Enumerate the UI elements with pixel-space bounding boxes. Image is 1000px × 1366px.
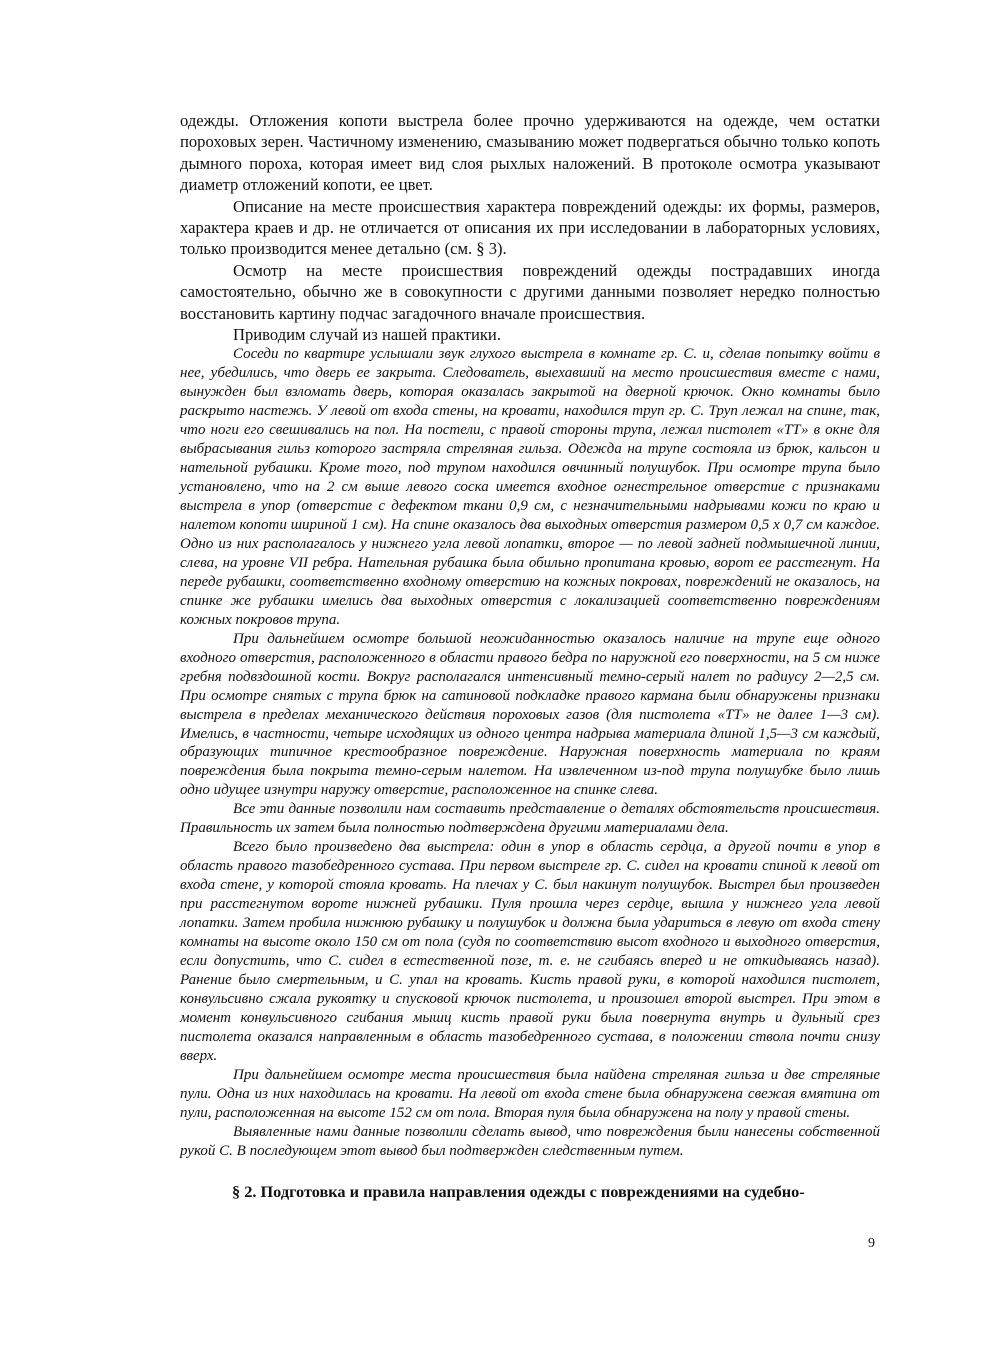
case-paragraph-6: Выявленные нами данные позволили сделать вывод, что повреждения были нанесены собственной рукой С. В последующем этот вывод был подтвержден следственным путем.	[180, 1123, 880, 1159]
case-paragraph-4: Всего было произведено два выстрела: один в упор в область сердца, а другой почти в упор в область правого тазобедренного сустава. При первом выстреле гр. С. сидел на кровати спиной к левой от входа стене, у которой стояла кровать. На плечах у С. был накинут полушубок. Выстрел был произведен при расстегнутом вороте нижней рубашки. Пуля прошла через сердце, вышла у нижнего угла левой лопатки. Затем пробила нижнюю рубашку и полушубок и должна была удариться в левую от входа стену комнаты на высоте около 150 см от пола (судя по соответствию высот входного и выходного отверстия, если допустить, что С. сидел в естественной позе, т. е. не сгибаясь вперед и не откидываясь назад). Ранение было смертельным, и С. упал на кровать. Кисть правой руки, в которой находился пистолет, конвульсивно сжала рукоятку и спусковой крючок пистолета, и произошел второй выстрел. При этом в момент конвульсивного сгибания мышц кисть правой руки была повернута внутрь и дульный срез пистолета оказался направленным в область тазобедренного сустава, в положении ствола почти снизу вверх.	[180, 839, 880, 1064]
paragraph-damage-description: Описание на месте происшествия характера повреждений одежды: их формы, размеров, характера краев и др. не отличается от описания их при исследовании в лабораторных условиях, только производится менее детально (см. § 3).	[180, 196, 880, 259]
page-content	[180, 110, 880, 1203]
section-heading: § 2. Подготовка и правила направления одежды с повреждениями на судебно-	[232, 1182, 805, 1202]
case-paragraph-5: При дальнейшем осмотре места происшествия была найдена стреляная гильза и две стреляные пули. Одна из них находилась на кровати. На левой от входа стене была обнаружена свежая вмятина от пули, расположенная на высоте 152 см от пола. Вторая пуля была обнаружена на полу у правой стены.	[180, 1066, 880, 1121]
paragraph-case-intro: Приводим случай из нашей практики.	[233, 325, 501, 345]
case-paragraph-1: Соседи по квартире услышали звук глухого выстрела в комнате гр. С. и, сделав попытку войти в нее, убедились, что дверь ее закрыта. Следователь, выехавший на место происшествия вместе с нами, вынужден был взломать дверь, которая оказалась закрытой на дверной крючок. Окно комнаты было раскрыто настежь. У левой от входа стены, на кровати, находился труп гр. С. Труп лежал на спине, так, что ноги его свешивались на пол. На постели, с правой стороны трупа, лежал пистолет «ТТ» в окне для выбрасывания гильз которого застряла стреляная гильза. Одежда на трупе состояла из брюк, кальсон и нательной рубашки. Кроме того, под трупом находился овчинный полушубок. При осмотре трупа было установлено, что на 2 см выше левого соска имеется входное огнестрельное отверстие с признаками выстрела в упор (отверстие с дефектом ткани 0,9 см, с незначительными надрывами кожи по краю и налетом копоти шириной 1 см). На спине оказалось два выходных отверстия размером 0,5 х 0,7 см каждое. Одно из них располагалось у нижнего угла левой лопатки, второе — по левой задней подмышечной линии, слева, на уровне VII ребра. Нательная рубашка была обильно пропитана кровью, ворот ее расстегнут. На переде рубашки, соответственно входному отверстию на кожных покровах, повреждений не оказалось, на спинке же рубашки имелись два выходных отверстия с локализацией соответственно повреждениям кожных покровов трупа.	[180, 346, 880, 628]
case-paragraph-2: При дальнейшем осмотре большой неожиданностью оказалось наличие на трупе еще одного входного отверстия, расположенного в области правого бедра по наружной его поверхности, на 5 см ниже гребня подвздошной кости. Вокруг располагался интенсивный темно-серый налет по радиусу 2—2,5 см. При осмотре снятых с трупа брюк на сатиновой подкладке правого кармана были обнаружены признаки выстрела в пределах механического действия пороховых газов (для пистолета «ТТ» не далее 1—3 см). Имелись, в частности, четыре исходящих из одного центра надрыва материала длиной 1,5—3 см каждый, образующих типичное крестообразное повреждение. Наружная поверхность материала по краям повреждения была покрыта темно-серым налетом. На извлеченном из-под трупа полушубке было лишь одно идущее изнутри наружу отверстие, расположенное на спинке слева.	[180, 630, 880, 799]
paragraph-soot-deposits: одежды. Отложения копоти выстрела более прочно удерживаются на одежде, чем остатки пороховых зерен. Частичному изменению, смазыванию может подвергаться обычно только копоть дымного пороха, которая имеет вид слоя рыхлых наложений. В протоколе осмотра указывают диаметр отложений копоти, ее цвет.	[180, 111, 880, 195]
page-number: 9	[868, 1236, 875, 1251]
case-paragraph-3: Все эти данные позволили нам составить представление о деталях обстоятельств происшествия. Правильность их затем была полностью подтверждена другими материалами дела.	[180, 801, 880, 837]
paragraph-inspection: Осмотр на месте происшествия повреждений одежды пострадавших иногда самостоятельно, обычно же в совокупности с другими данными позволяет нередко полностью восстановить картину подчас загадочного вначале происшествия.	[180, 260, 880, 323]
